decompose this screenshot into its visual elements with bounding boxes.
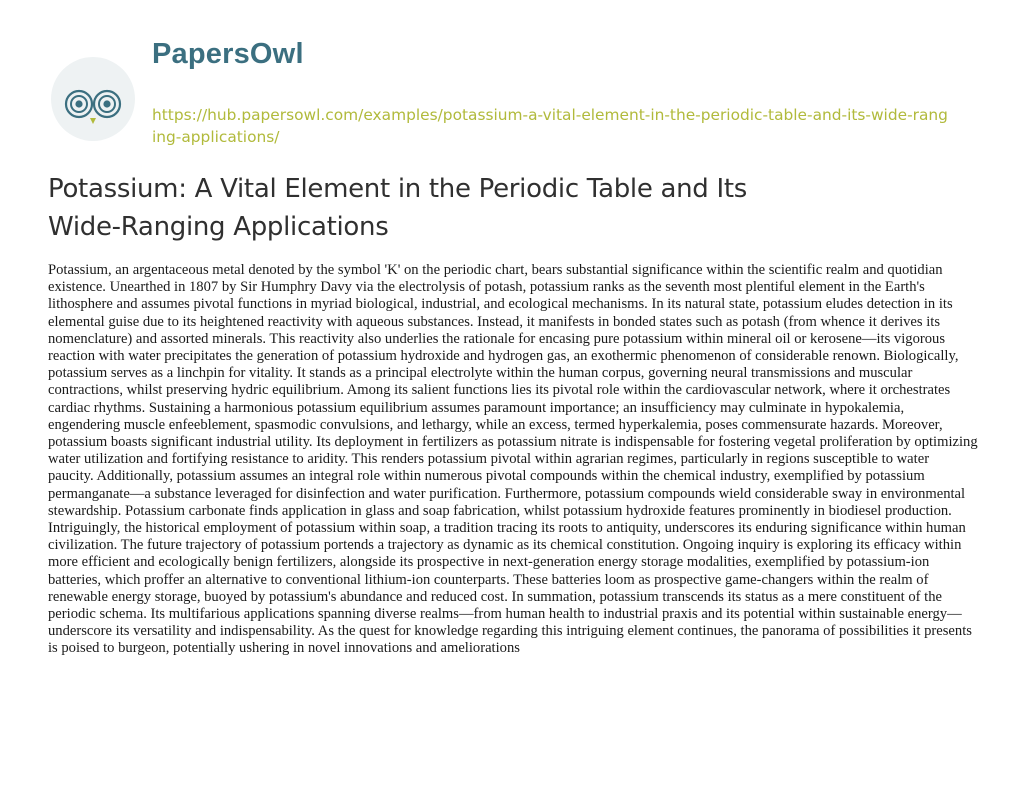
owl-eyes-logo-icon[interactable] <box>50 56 136 142</box>
site-header <box>50 36 990 156</box>
source-url-link[interactable]: https://hub.papersowl.com/examples/potassium-a-vital-element-in-the-periodic-table-and-its-wide-ranging-applications/ <box>152 106 948 146</box>
article-body: Potassium, an argentaceous metal denoted by the symbol 'K' on the periodic chart, bears substantial significance within the scientific realm and quotidian existence. Unearthed in 1807 by Sir Humphry Davy via the electrolysis of potash, potassium ranks as the seventh most plentiful element in the Earth's lithosphere and assumes pivotal functions in myriad biological, industrial, and ecological mechanisms. In its natural state, potassium eludes detection in its elemental guise due to its heightened reactivity with aqueous substances. Instead, it manifests in bonded states such as potash (from whence it derives its nomenclature) and assorted minerals. This reactivity also underlies the rationale for encasing pure potassium within mineral oil or kerosene—its vigorous reaction with water precipitates the generation of potassium hydroxide and hydrogen gas, an exothermic phenomenon of considerable renown. Biologically, potassium serves as a linchpin for vitality. It stands as a principal electrolyte within the human corpus, governing neural transmissions and muscular contractions, whilst preserving hydric equilibrium. Among its salient functions lies its pivotal role within the cardiovascular network, where it orchestrates cardiac rhythms. Sustaining a harmonious potassium equilibrium assumes paramount importance; an insufficiency may culminate in hypokalemia, engendering muscle enfeeblement, spasmodic convulsions, and lethargy, while an excess, termed hyperkalemia, poses commensurate hazards. Moreover, potassium boasts significant industrial utility. Its deployment in fertilizers as potassium nitrate is indispensable for fostering vegetal proliferation by optimizing water utilization and fortifying resistance to aridity. This renders potassium pivotal within agrarian regimes, particularly in regions susceptible to water paucity. Additionally, potassium assumes an integral role within numerous pivotal compounds within the chemical industry, exemplified by potassium permanganate—a substance leveraged for disinfection and water purification. Furthermore, potassium compounds wield considerable sway in environmental stewardship. Potassium carbonate finds application in glass and soap fabrication, whilst potassium hydroxide features prominently in biodiesel production. Intriguingly, the historical employment of potassium within soap, a tradition tracing its roots to antiquity, underscores its enduring significance within human civilization. The future trajectory of potassium portends a trajectory as dynamic as its chemical constitution. Ongoing inquiry is exploring its efficacy within more efficient and ecologically benign fertilizers, alongside its prospective in next-generation energy storage modalities, exemplified by potassium-ion batteries, which proffer an alternative to conventional lithium-ion counterparts. These batteries loom as prospective game-changers within the realm of renewable energy storage, buoyed by potassium's abundance and reduced cost. In summation, potassium transcends its status as a mere constituent of the periodic schema. Its multifarious applications spanning diverse realms—from human health to industrial praxis and its potential within sustainable energy—underscore its versatility and indispensability. As the quest for knowledge regarding this intriguing element continues, the panorama of possibilities it presents is poised to burgeon, potentially ushering in novel innovations and ameliorations <box>48 262 978 657</box>
brand-name[interactable]: PapersOwl <box>152 38 304 70</box>
article-title: Potassium: A Vital Element in the Periodic Table and Its Wide-Ranging Applications <box>48 174 747 242</box>
